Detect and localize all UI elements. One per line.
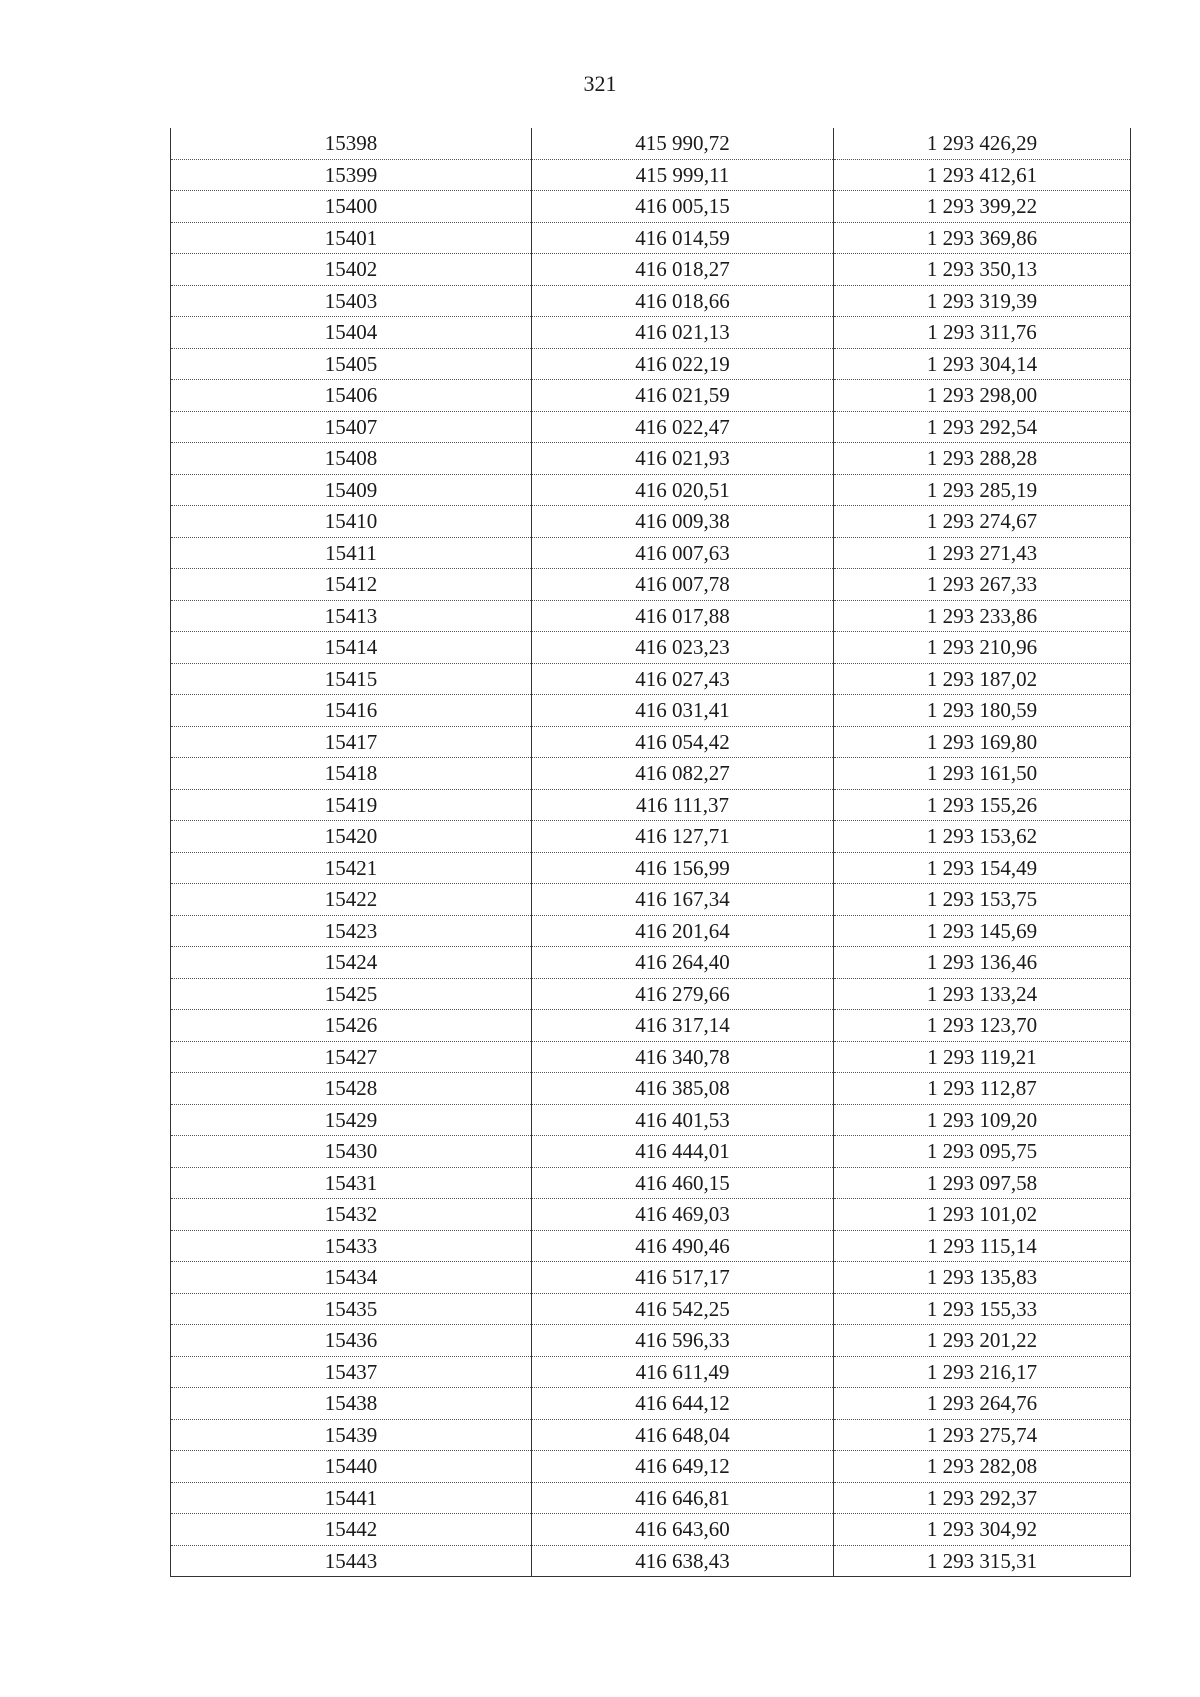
table-row xyxy=(171,1136,1131,1168)
table-row xyxy=(171,600,1131,632)
table-row xyxy=(171,254,1131,286)
y-coordinate-cell: 1 293 288,28 xyxy=(834,443,1131,475)
y-coordinate-cell: 1 293 180,59 xyxy=(834,695,1131,727)
x-coordinate-cell: 416 644,12 xyxy=(532,1388,834,1420)
y-coordinate-cell: 1 293 350,13 xyxy=(834,254,1131,286)
point-number-cell: 15417 xyxy=(171,726,532,758)
point-number-cell: 15416 xyxy=(171,695,532,727)
x-coordinate-cell: 416 490,46 xyxy=(532,1230,834,1262)
x-coordinate-cell: 416 611,49 xyxy=(532,1356,834,1388)
point-number-cell: 15399 xyxy=(171,159,532,191)
y-coordinate-cell: 1 293 315,31 xyxy=(834,1545,1131,1577)
y-coordinate-cell: 1 293 298,00 xyxy=(834,380,1131,412)
point-number-cell: 15435 xyxy=(171,1293,532,1325)
x-coordinate-cell: 416 264,40 xyxy=(532,947,834,979)
x-coordinate-cell: 416 340,78 xyxy=(532,1041,834,1073)
point-number-cell: 15419 xyxy=(171,789,532,821)
x-coordinate-cell: 416 022,47 xyxy=(532,411,834,443)
table-row xyxy=(171,1514,1131,1546)
y-coordinate-cell: 1 293 274,67 xyxy=(834,506,1131,538)
x-coordinate-cell: 416 017,88 xyxy=(532,600,834,632)
x-coordinate-cell: 415 990,72 xyxy=(532,128,834,159)
x-coordinate-cell: 416 021,93 xyxy=(532,443,834,475)
point-number-cell: 15412 xyxy=(171,569,532,601)
x-coordinate-cell: 416 460,15 xyxy=(532,1167,834,1199)
table-row xyxy=(171,1482,1131,1514)
point-number-cell: 15431 xyxy=(171,1167,532,1199)
table-row xyxy=(171,128,1131,159)
coordinates-table xyxy=(170,128,1131,1577)
y-coordinate-cell: 1 293 187,02 xyxy=(834,663,1131,695)
point-number-cell: 15400 xyxy=(171,191,532,223)
table-row xyxy=(171,191,1131,223)
y-coordinate-cell: 1 293 155,26 xyxy=(834,789,1131,821)
point-number-cell: 15436 xyxy=(171,1325,532,1357)
y-coordinate-cell: 1 293 275,74 xyxy=(834,1419,1131,1451)
table-row xyxy=(171,1262,1131,1294)
table-row xyxy=(171,411,1131,443)
table-row xyxy=(171,1356,1131,1388)
x-coordinate-cell: 416 023,23 xyxy=(532,632,834,664)
y-coordinate-cell: 1 293 115,14 xyxy=(834,1230,1131,1262)
y-coordinate-cell: 1 293 123,70 xyxy=(834,1010,1131,1042)
y-coordinate-cell: 1 293 154,49 xyxy=(834,852,1131,884)
point-number-cell: 15423 xyxy=(171,915,532,947)
table-row xyxy=(171,1545,1131,1577)
point-number-cell: 15438 xyxy=(171,1388,532,1420)
table-row xyxy=(171,632,1131,664)
x-coordinate-cell: 416 009,38 xyxy=(532,506,834,538)
x-coordinate-cell: 416 027,43 xyxy=(532,663,834,695)
y-coordinate-cell: 1 293 109,20 xyxy=(834,1104,1131,1136)
y-coordinate-cell: 1 293 095,75 xyxy=(834,1136,1131,1168)
x-coordinate-cell: 415 999,11 xyxy=(532,159,834,191)
point-number-cell: 15403 xyxy=(171,285,532,317)
table-row xyxy=(171,159,1131,191)
point-number-cell: 15405 xyxy=(171,348,532,380)
point-number-cell: 15414 xyxy=(171,632,532,664)
x-coordinate-cell: 416 021,59 xyxy=(532,380,834,412)
x-coordinate-cell: 416 638,43 xyxy=(532,1545,834,1577)
point-number-cell: 15420 xyxy=(171,821,532,853)
table-row xyxy=(171,695,1131,727)
table-row xyxy=(171,915,1131,947)
point-number-cell: 15422 xyxy=(171,884,532,916)
table-row xyxy=(171,537,1131,569)
point-number-cell: 15439 xyxy=(171,1419,532,1451)
y-coordinate-cell: 1 293 264,76 xyxy=(834,1388,1131,1420)
x-coordinate-cell: 416 111,37 xyxy=(532,789,834,821)
y-coordinate-cell: 1 293 369,86 xyxy=(834,222,1131,254)
table-row xyxy=(171,1199,1131,1231)
point-number-cell: 15441 xyxy=(171,1482,532,1514)
y-coordinate-cell: 1 293 319,39 xyxy=(834,285,1131,317)
table-row xyxy=(171,1230,1131,1262)
point-number-cell: 15426 xyxy=(171,1010,532,1042)
x-coordinate-cell: 416 022,19 xyxy=(532,348,834,380)
table-row xyxy=(171,348,1131,380)
table-row xyxy=(171,506,1131,538)
table-row xyxy=(171,1451,1131,1483)
point-number-cell: 15433 xyxy=(171,1230,532,1262)
table-row xyxy=(171,1010,1131,1042)
table-row xyxy=(171,884,1131,916)
point-number-cell: 15432 xyxy=(171,1199,532,1231)
table-row xyxy=(171,569,1131,601)
point-number-cell: 15401 xyxy=(171,222,532,254)
table-row xyxy=(171,285,1131,317)
y-coordinate-cell: 1 293 145,69 xyxy=(834,915,1131,947)
y-coordinate-cell: 1 293 282,08 xyxy=(834,1451,1131,1483)
y-coordinate-cell: 1 293 311,76 xyxy=(834,317,1131,349)
point-number-cell: 15427 xyxy=(171,1041,532,1073)
point-number-cell: 15430 xyxy=(171,1136,532,1168)
x-coordinate-cell: 416 167,34 xyxy=(532,884,834,916)
x-coordinate-cell: 416 054,42 xyxy=(532,726,834,758)
table-row xyxy=(171,852,1131,884)
y-coordinate-cell: 1 293 267,33 xyxy=(834,569,1131,601)
point-number-cell: 15429 xyxy=(171,1104,532,1136)
y-coordinate-cell: 1 293 271,43 xyxy=(834,537,1131,569)
y-coordinate-cell: 1 293 304,14 xyxy=(834,348,1131,380)
x-coordinate-cell: 416 018,27 xyxy=(532,254,834,286)
table-row xyxy=(171,821,1131,853)
x-coordinate-cell: 416 648,04 xyxy=(532,1419,834,1451)
point-number-cell: 15425 xyxy=(171,978,532,1010)
table-row xyxy=(171,1073,1131,1105)
table-row xyxy=(171,663,1131,695)
x-coordinate-cell: 416 643,60 xyxy=(532,1514,834,1546)
table-row xyxy=(171,726,1131,758)
table-row xyxy=(171,222,1131,254)
y-coordinate-cell: 1 293 133,24 xyxy=(834,978,1131,1010)
x-coordinate-cell: 416 020,51 xyxy=(532,474,834,506)
y-coordinate-cell: 1 293 412,61 xyxy=(834,159,1131,191)
table-row xyxy=(171,1293,1131,1325)
x-coordinate-cell: 416 127,71 xyxy=(532,821,834,853)
y-coordinate-cell: 1 293 155,33 xyxy=(834,1293,1131,1325)
point-number-cell: 15440 xyxy=(171,1451,532,1483)
point-number-cell: 15418 xyxy=(171,758,532,790)
x-coordinate-cell: 416 646,81 xyxy=(532,1482,834,1514)
table-row xyxy=(171,1167,1131,1199)
x-coordinate-cell: 416 542,25 xyxy=(532,1293,834,1325)
coordinates-table-body xyxy=(171,128,1131,1577)
point-number-cell: 15434 xyxy=(171,1262,532,1294)
x-coordinate-cell: 416 021,13 xyxy=(532,317,834,349)
x-coordinate-cell: 416 005,15 xyxy=(532,191,834,223)
table-row xyxy=(171,1325,1131,1357)
x-coordinate-cell: 416 401,53 xyxy=(532,1104,834,1136)
y-coordinate-cell: 1 293 135,83 xyxy=(834,1262,1131,1294)
x-coordinate-cell: 416 444,01 xyxy=(532,1136,834,1168)
y-coordinate-cell: 1 293 292,37 xyxy=(834,1482,1131,1514)
y-coordinate-cell: 1 293 233,86 xyxy=(834,600,1131,632)
point-number-cell: 15437 xyxy=(171,1356,532,1388)
point-number-cell: 15411 xyxy=(171,537,532,569)
point-number-cell: 15415 xyxy=(171,663,532,695)
x-coordinate-cell: 416 156,99 xyxy=(532,852,834,884)
y-coordinate-cell: 1 293 153,62 xyxy=(834,821,1131,853)
x-coordinate-cell: 416 649,12 xyxy=(532,1451,834,1483)
x-coordinate-cell: 416 082,27 xyxy=(532,758,834,790)
x-coordinate-cell: 416 007,78 xyxy=(532,569,834,601)
table-row xyxy=(171,1388,1131,1420)
y-coordinate-cell: 1 293 136,46 xyxy=(834,947,1131,979)
point-number-cell: 15404 xyxy=(171,317,532,349)
table-row xyxy=(171,380,1131,412)
x-coordinate-cell: 416 317,14 xyxy=(532,1010,834,1042)
x-coordinate-cell: 416 031,41 xyxy=(532,695,834,727)
y-coordinate-cell: 1 293 426,29 xyxy=(834,128,1131,159)
table-row xyxy=(171,789,1131,821)
table-row xyxy=(171,1041,1131,1073)
y-coordinate-cell: 1 293 210,96 xyxy=(834,632,1131,664)
point-number-cell: 15407 xyxy=(171,411,532,443)
page-number: 321 xyxy=(583,71,617,96)
x-coordinate-cell: 416 385,08 xyxy=(532,1073,834,1105)
x-coordinate-cell: 416 279,66 xyxy=(532,978,834,1010)
y-coordinate-cell: 1 293 169,80 xyxy=(834,726,1131,758)
x-coordinate-cell: 416 018,66 xyxy=(532,285,834,317)
y-coordinate-cell: 1 293 201,22 xyxy=(834,1325,1131,1357)
y-coordinate-cell: 1 293 112,87 xyxy=(834,1073,1131,1105)
y-coordinate-cell: 1 293 304,92 xyxy=(834,1514,1131,1546)
x-coordinate-cell: 416 014,59 xyxy=(532,222,834,254)
point-number-cell: 15402 xyxy=(171,254,532,286)
table-row xyxy=(171,474,1131,506)
y-coordinate-cell: 1 293 119,21 xyxy=(834,1041,1131,1073)
y-coordinate-cell: 1 293 153,75 xyxy=(834,884,1131,916)
x-coordinate-cell: 416 517,17 xyxy=(532,1262,834,1294)
point-number-cell: 15413 xyxy=(171,600,532,632)
point-number-cell: 15442 xyxy=(171,1514,532,1546)
x-coordinate-cell: 416 596,33 xyxy=(532,1325,834,1357)
y-coordinate-cell: 1 293 216,17 xyxy=(834,1356,1131,1388)
y-coordinate-cell: 1 293 285,19 xyxy=(834,474,1131,506)
x-coordinate-cell: 416 469,03 xyxy=(532,1199,834,1231)
y-coordinate-cell: 1 293 161,50 xyxy=(834,758,1131,790)
table-row xyxy=(171,443,1131,475)
point-number-cell: 15408 xyxy=(171,443,532,475)
point-number-cell: 15410 xyxy=(171,506,532,538)
y-coordinate-cell: 1 293 292,54 xyxy=(834,411,1131,443)
x-coordinate-cell: 416 007,63 xyxy=(532,537,834,569)
table-row xyxy=(171,317,1131,349)
point-number-cell: 15409 xyxy=(171,474,532,506)
point-number-cell: 15428 xyxy=(171,1073,532,1105)
point-number-cell: 15443 xyxy=(171,1545,532,1577)
table-row xyxy=(171,978,1131,1010)
table-row xyxy=(171,1419,1131,1451)
y-coordinate-cell: 1 293 399,22 xyxy=(834,191,1131,223)
y-coordinate-cell: 1 293 101,02 xyxy=(834,1199,1131,1231)
table-row xyxy=(171,758,1131,790)
point-number-cell: 15421 xyxy=(171,852,532,884)
x-coordinate-cell: 416 201,64 xyxy=(532,915,834,947)
table-row xyxy=(171,947,1131,979)
point-number-cell: 15406 xyxy=(171,380,532,412)
table-row xyxy=(171,1104,1131,1136)
y-coordinate-cell: 1 293 097,58 xyxy=(834,1167,1131,1199)
point-number-cell: 15398 xyxy=(171,128,532,159)
point-number-cell: 15424 xyxy=(171,947,532,979)
